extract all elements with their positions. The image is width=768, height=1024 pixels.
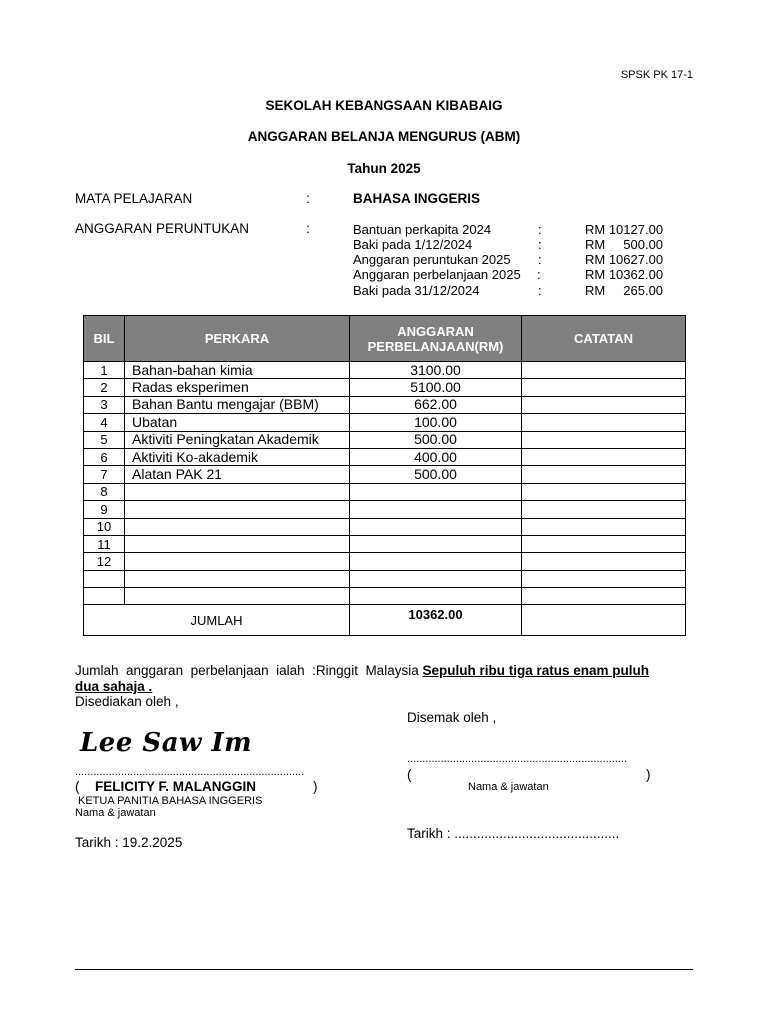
total-catatan — [522, 605, 686, 636]
amount-in-words: Sepuluh ribu tiga ratus enam puluh — [422, 663, 649, 678]
subject-colon: : — [306, 191, 310, 206]
cell-perkara: Bahan-bahan kimia — [125, 362, 350, 379]
table-row — [84, 448, 686, 465]
cell-bil: 7 — [84, 466, 125, 483]
cell-perkara — [125, 553, 350, 570]
total-label: JUMLAH — [84, 605, 350, 636]
prepared-position: KETUA PANITIA BAHASA INGGERIS — [78, 795, 263, 807]
table-row — [84, 466, 686, 483]
header-perkara: PERKARA — [125, 316, 350, 362]
table-row — [84, 362, 686, 379]
total-value: 10362.00 — [350, 605, 522, 636]
cell-bil: 4 — [84, 414, 125, 431]
cell-catatan — [522, 466, 686, 483]
cell-catatan — [522, 448, 686, 465]
table-row — [84, 414, 686, 431]
cell-amount: 5100.00 — [350, 379, 522, 396]
allocation-label: ANGGARAN PERUNTUKAN — [75, 221, 250, 236]
cell-amount — [350, 501, 522, 518]
cell-bil: 9 — [84, 501, 125, 518]
cell-perkara — [125, 501, 350, 518]
table-row — [84, 588, 686, 605]
subject-value: BAHASA INGGERIS — [353, 191, 481, 206]
cell-catatan — [522, 379, 686, 396]
header-anggaran-line2: PERBELANJAAN(RM) — [367, 338, 504, 354]
cell-amount: 400.00 — [350, 448, 522, 465]
cell-amount: 3100.00 — [350, 362, 522, 379]
table-row — [84, 570, 686, 587]
budget-table — [83, 315, 686, 636]
allocation-colon: : — [538, 252, 542, 267]
allocation-value: RM 10362.00 — [585, 267, 664, 282]
cell-perkara: Aktiviti Peningkatan Akademik — [125, 431, 350, 448]
allocation-colon: : — [538, 237, 542, 252]
checked-signature-line: ........................................................................ — [407, 753, 628, 765]
cell-amount — [350, 588, 522, 605]
signature: Lee Saw Im — [80, 728, 253, 758]
cell-catatan — [522, 588, 686, 605]
prepared-open-paren: ( — [75, 779, 80, 794]
cell-catatan — [522, 553, 686, 570]
cell-perkara: Radas eksperimen — [125, 379, 350, 396]
allocation-value: RM 265.00 — [585, 283, 664, 298]
cell-amount: 500.00 — [350, 466, 522, 483]
cell-amount — [350, 535, 522, 552]
prepared-date: Tarikh : 19.2.2025 — [75, 835, 183, 850]
cell-perkara — [125, 483, 350, 500]
school-name: SEKOLAH KEBANGSAAN KIBABAIG — [265, 98, 503, 113]
cell-bil: 11 — [84, 535, 125, 552]
cell-bil — [84, 570, 125, 587]
prepared-by-label: Disediakan oleh , — [75, 694, 179, 709]
header-bil: BIL — [84, 316, 125, 362]
checked-close-paren: ) — [646, 767, 651, 782]
cell-amount — [350, 553, 522, 570]
cell-perkara — [125, 518, 350, 535]
prepared-name: FELICITY F. MALANGGIN — [95, 779, 256, 794]
cell-catatan — [522, 396, 686, 413]
amount-in-words-continued: dua sahaja . — [75, 679, 153, 694]
cell-perkara: Ubatan — [125, 414, 350, 431]
checked-open-paren: ( — [407, 767, 412, 782]
allocation-colon: : — [538, 222, 542, 237]
cell-bil: 10 — [84, 518, 125, 535]
document-title: ANGGARAN BELANJA MENGURUS (ABM) — [247, 129, 521, 144]
cell-catatan — [522, 414, 686, 431]
cell-amount — [350, 518, 522, 535]
cell-bil: 6 — [84, 448, 125, 465]
summary-text: Jumlah anggaran perbelanjaan ialah :Ringgit Malaysia — [75, 663, 423, 678]
header-catatan: CATATAN — [522, 316, 686, 362]
cell-catatan — [522, 570, 686, 587]
cell-catatan — [522, 483, 686, 500]
cell-perkara — [125, 588, 350, 605]
cell-bil — [84, 588, 125, 605]
prepared-signature-line: ........................................................................... — [75, 766, 305, 778]
allocation-desc: Anggaran perbelanjaan 2025 — [353, 267, 521, 282]
cell-bil: 5 — [84, 431, 125, 448]
table-row — [84, 518, 686, 535]
allocation-value: RM 10127.00 — [585, 222, 664, 237]
total-row — [84, 605, 686, 636]
amount-summary — [75, 663, 649, 678]
checked-by-label: Disemak oleh , — [407, 710, 497, 725]
cell-catatan — [522, 431, 686, 448]
table-row — [84, 483, 686, 500]
prepared-close-paren: ) — [313, 779, 318, 794]
form-code: SPSK PK 17-1 — [620, 69, 693, 81]
document-year: Tahun 2025 — [347, 161, 421, 176]
allocation-colon: : — [306, 221, 310, 236]
allocation-desc: Baki pada 1/12/2024 — [353, 237, 473, 252]
table-row — [84, 553, 686, 570]
checked-caption: Nama & jawatan — [468, 781, 549, 793]
allocation-desc: Baki pada 31/12/2024 — [353, 283, 480, 298]
cell-bil: 2 — [84, 379, 125, 396]
cell-amount: 100.00 — [350, 414, 522, 431]
allocation-value: RM 10627.00 — [585, 252, 664, 267]
subject-label: MATA PELAJARAN — [75, 191, 193, 206]
header-anggaran-line1: ANGGARAN — [397, 323, 474, 339]
allocation-colon: : — [538, 283, 542, 298]
cell-amount: 662.00 — [350, 396, 522, 413]
cell-amount — [350, 570, 522, 587]
cell-catatan — [522, 518, 686, 535]
cell-perkara — [125, 535, 350, 552]
table-row — [84, 431, 686, 448]
cell-catatan — [522, 362, 686, 379]
footer-divider — [75, 969, 693, 970]
allocation-value: RM 500.00 — [585, 237, 664, 252]
header-anggaran — [350, 316, 522, 362]
table-row — [84, 535, 686, 552]
prepared-caption: Nama & jawatan — [75, 807, 156, 819]
cell-bil: 12 — [84, 553, 125, 570]
cell-catatan — [522, 535, 686, 552]
cell-amount: 500.00 — [350, 431, 522, 448]
table-row — [84, 379, 686, 396]
table-row — [84, 396, 686, 413]
allocation-desc: Bantuan perkapita 2024 — [353, 222, 492, 237]
allocation-desc: Anggaran peruntukan 2025 — [353, 252, 511, 267]
cell-catatan — [522, 501, 686, 518]
checked-date: Tarikh : ............................................ — [407, 826, 620, 841]
cell-perkara — [125, 570, 350, 587]
cell-bil: 3 — [84, 396, 125, 413]
cell-bil: 1 — [84, 362, 125, 379]
cell-amount — [350, 483, 522, 500]
table-header-row — [84, 316, 686, 362]
cell-bil: 8 — [84, 483, 125, 500]
cell-perkara: Alatan PAK 21 — [125, 466, 350, 483]
cell-perkara: Bahan Bantu mengajar (BBM) — [125, 396, 350, 413]
cell-perkara: Aktiviti Ko-akademik — [125, 448, 350, 465]
allocation-colon: : — [537, 267, 541, 282]
table-row — [84, 501, 686, 518]
